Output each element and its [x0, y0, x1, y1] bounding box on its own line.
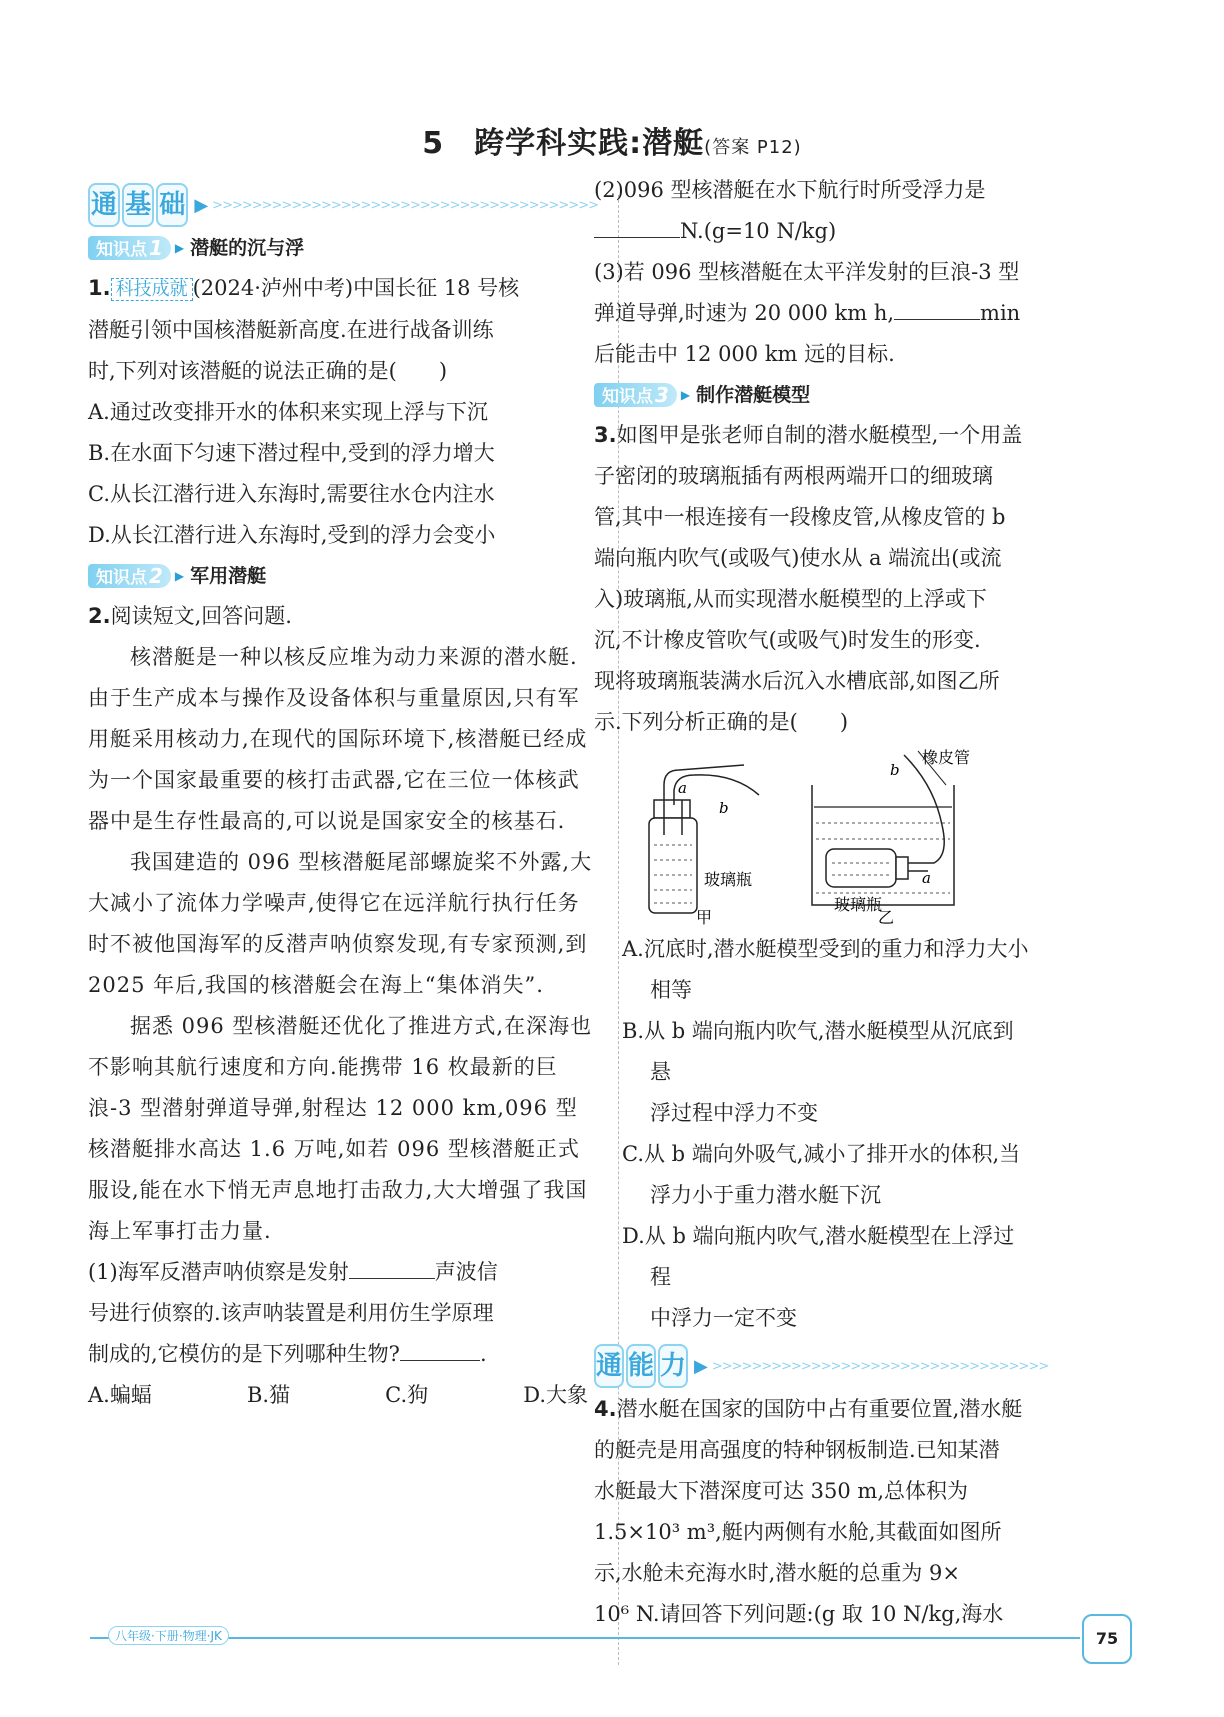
- option-a: A.通过改变排开水的体积来实现上浮与下沉: [88, 400, 488, 424]
- label-bottle: 玻璃瓶: [704, 870, 753, 889]
- option-b: B.在水面下匀速下潜过程中,受到的浮力增大: [88, 441, 495, 465]
- dotted-line: >>>>>>>>>>>>>>>>>>>>>>>>>>>>>>>>>>: [711, 1358, 1049, 1374]
- label-b: b: [719, 799, 729, 817]
- label-rubber-tube: 橡皮管: [922, 748, 971, 767]
- arrow-icon: ▶: [174, 240, 185, 255]
- arrow-icon: ▶: [680, 387, 691, 402]
- answer-blank[interactable]: [400, 1334, 480, 1361]
- question-2: 2.阅读短文,回答问题. 核潜艇是一种以核反应堆为动力来源的潜水艇.由于生产成本与操作及设备体积与重量原因,只有军用艇采用核动力,在现代的国际环境下,核潜艇已经成为一个国家最重要的核打击武器,它在三位一体核武器中是生存性最高的,可以说是国家安全的核基石. 我国建造的 096 型核潜艇尾部螺旋桨不外露,大大减小了流体力学噪声,使得它在远洋航行执行任务时不被他国海军的反潜声呐侦察发现,有专家预测,到 2025 年后,我国的核潜艇会在海上“集体消失”. 据悉 096 型核潜艇还优化了推进方式,在深海也不影响其航行速度和方向.能携带 16 枚最新的巨浪-3 型潜射弹道导弹,射程达 12 000 km,096 型核潜艇排水高达 1.6 万吨,如若 096 型核潜艇正式服设,能在水下悄无声息地打击敌力,大大增强了我国海上军事打击力量. (1)海军反潜声呐侦察是发射 声波信 号进行侦察的.该声呐装置是利用仿生学原理 制成的,它模仿的是下列哪种生物? . A.蝙蝠 B.猫 C.狗 D.大象: [88, 596, 598, 1416]
- answer-blank[interactable]: [894, 293, 980, 320]
- dotted-line: >>>>>>>>>>>>>>>>>>>>>>>>>>>>>>>>>>>>>>>: [212, 197, 598, 213]
- page-title: [0, 118, 1224, 162]
- answer-blank[interactable]: [594, 211, 680, 238]
- answer-blank[interactable]: [349, 1252, 435, 1279]
- figure-jia: [649, 765, 759, 927]
- knowledge-point-2: 知识点 2 ▶ 军用潜艇: [88, 562, 598, 590]
- question-3: 3.如图甲是张老师自制的潜水艇模型,一个用盖 子密闭的玻璃瓶插有两根两端开口的细玻璃 管,其中一根连接有一段橡皮管,从橡皮管的 b 端向瓶内吹气(或吸气)使水从 a 端流出(或流 入)玻璃瓶,从而实现潜水艇模型的上浮或下 沉,不计橡皮管吹气(或吸气)时发生的形变. 现将玻璃瓶装满水后沉入水槽底部,如图乙所 示.下列分析正确的是( ) a b 玻璃瓶 甲 b a 橡皮管 玻璃瓶 乙 A.沉底时,潜水艇模型受到的重力和浮力大小 相等 B.从 b 端向瓶内吹气,潜水艇模型从沉底到悬 浮过程中浮力不变 C.从 b 端向外吸气,减小了排开水的体积,当 浮力小于重力潜水艇下沉 D.从 b 端向瓶内吹气,潜水艇模型在上浮过程 中浮力一定不变: [594, 415, 1034, 1339]
- section-basic-header: 通 基 础 ▶ >>>>>>>>>>>>>>>>>>>>>>>>>>>>>>>>>>>>>>>: [88, 182, 598, 228]
- passage-paragraph: 我国建造的 096 型核潜艇尾部螺旋桨不外露,大大减小了流体力学噪声,使得它在远洋航行执行任务时不被他国海军的反潜声呐侦察发现,有专家预测,到 2025 年后,我国的核潜艇会在海上“集体消失”.: [88, 850, 593, 997]
- arrow-icon: ▶: [694, 1355, 708, 1377]
- lesson-title: 跨学科实践:潜艇: [474, 126, 705, 161]
- left-column: [88, 182, 598, 1416]
- submarine-model-figure: [594, 745, 1034, 925]
- arrow-icon: ▶: [174, 568, 185, 583]
- answer-reference: (答案 P12): [704, 137, 802, 158]
- figure-yi: [812, 748, 970, 927]
- option-c: C.从 b 端向外吸气,减小了排开水的体积,当 浮力小于重力潜水艇下沉: [622, 1142, 1021, 1207]
- option-b: B.从 b 端向瓶内吹气,潜水艇模型从沉底到悬 浮过程中浮力不变: [622, 1019, 1014, 1125]
- option-d: D.从 b 端向瓶内吹气,潜水艇模型在上浮过程 中浮力一定不变: [622, 1224, 1015, 1330]
- option-c: C.从长江潜行进入东海时,需要往水仓内注水: [88, 482, 495, 506]
- passage-paragraph: 据悉 096 型核潜艇还优化了推进方式,在深海也不影响其航行速度和方向.能携带 16 枚最新的巨浪-3 型潜射弹道导弹,射程达 12 000 km,096 型核潜艇排水高达 1.6 万吨,如若 096 型核潜艇正式服设,能在水下悄无声息地打击敌力,大大增强了我国海上军事打击力量.: [88, 1014, 593, 1243]
- label-yi: 乙: [878, 908, 895, 927]
- sub1-options: A.蝙蝠 B.猫 C.狗 D.大象: [88, 1383, 588, 1407]
- arrow-icon: ▶: [194, 194, 209, 216]
- right-column: (2)096 型核潜艇在水下航行时所受浮力是 N.(g=10 N/kg) (3)若 096 型核潜艇在太平洋发射的巨浪-3 型 弹道导弹,时速为 20 000 km h, min 后能击中 12 000 km 远的目标. 知识点 3 ▶ 制作潜艇模型 3.如图甲是张老师自制的潜水艇模型,一个用盖 子密闭的玻璃瓶插有两根两端开口的细玻璃 管,其中一根连接有一段橡皮管,从橡皮管的 b 端向瓶内吹气(或吸气)使水从 a 端流出(或流 入)玻璃瓶,从而实现潜水艇模型的上浮或下 沉,不计橡皮管吹气(或吸气)时发生的形变. 现将玻璃瓶装满水后沉入水槽底部,如图乙所 示.下列分析正确的是( ) a b 玻璃瓶 甲 b a 橡皮管 玻璃瓶 乙 A.沉底时,潜水艇模型受到的重力和浮力大小 相等 B.从 b 端向瓶内吹气,潜水艇模型从沉底到悬 浮过程中浮力不变 C.从 b 端向外吸气,减小了排开水的体积,当 浮力小于重力潜水艇下沉 D.从 b 端向瓶内吹气,潜水艇模型在上浮过程 中浮力一定不变 通 能 力 ▶ >>>>>>>>>>>>>>>>>>>>>>>>>>>>>>>>>> 4.潜水艇在国家的国防中占有重要位置,潜水艇 的艇壳是用高强度的特种钢板制造.已知某潜 水艇最大下潜深度可达 350 m,总体积为 1.5×10³ m³,艇内两侧有水舱,其截面如图所 示,水舱未充海水时,潜水艇的总重为 9× 10⁶ N.请回答下列问题:(g 取 10 N/kg,海水: [594, 170, 1034, 1635]
- option-a: A.沉底时,潜水艇模型受到的重力和浮力大小 相等: [622, 937, 1029, 1002]
- passage-paragraph: 核潜艇是一种以核反应堆为动力来源的潜水艇.由于生产成本与操作及设备体积与重量原因,只有军用艇采用核动力,在现代的国际环境下,核潜艇已经成为一个国家最重要的核打击武器,它在三位一体核武器中是生存性最高的,可以说是国家安全的核基石.: [88, 645, 588, 833]
- label-b: b: [890, 761, 900, 779]
- knowledge-point-3: 知识点 3 ▶ 制作潜艇模型: [594, 381, 1034, 409]
- tech-tag: 科技成就: [111, 278, 193, 301]
- lesson-number: 5: [422, 126, 445, 161]
- question-4: 4.潜水艇在国家的国防中占有重要位置,潜水艇 的艇壳是用高强度的特种钢板制造.已知某潜 水艇最大下潜深度可达 350 m,总体积为 1.5×10³ m³,艇内两侧有水舱,其截面如图所 示,水舱未充海水时,潜水艇的总重为 9× 10⁶ N.请回答下列问题:(g 取 10 N/kg,海水: [594, 1397, 1023, 1626]
- footer-line: [90, 1637, 1080, 1639]
- label-jia: 甲: [696, 908, 713, 927]
- label-bottle: 玻璃瓶: [834, 895, 883, 914]
- option-d: D.从长江潜行进入东海时,受到的浮力会变小: [88, 523, 496, 547]
- page-number: 75: [1082, 1614, 1132, 1664]
- question-1: 1. 科技成就 (2024·泸州中考)中国长征 18 号核 潜艇引领中国核潜艇新高度.在进行战备训练 时,下列对该潜艇的说法正确的是( ) A.通过改变排开水的体积来实现上浮与下沉 B.在水面下匀速下潜过程中,受到的浮力增大 C.从长江潜行进入东海时,需要往水仓内注水 D.从长江潜行进入东海时,受到的浮力会变小: [88, 268, 598, 556]
- label-a: a: [678, 779, 687, 797]
- label-a: a: [922, 869, 931, 887]
- section-ability-header: 通 能 力 ▶ >>>>>>>>>>>>>>>>>>>>>>>>>>>>>>>>>>: [594, 1343, 1034, 1389]
- footer-grade-label: 八年级·下册·物理·JK: [108, 1626, 229, 1645]
- knowledge-point-1: 知识点 1 ▶ 潜艇的沉与浮: [88, 234, 598, 262]
